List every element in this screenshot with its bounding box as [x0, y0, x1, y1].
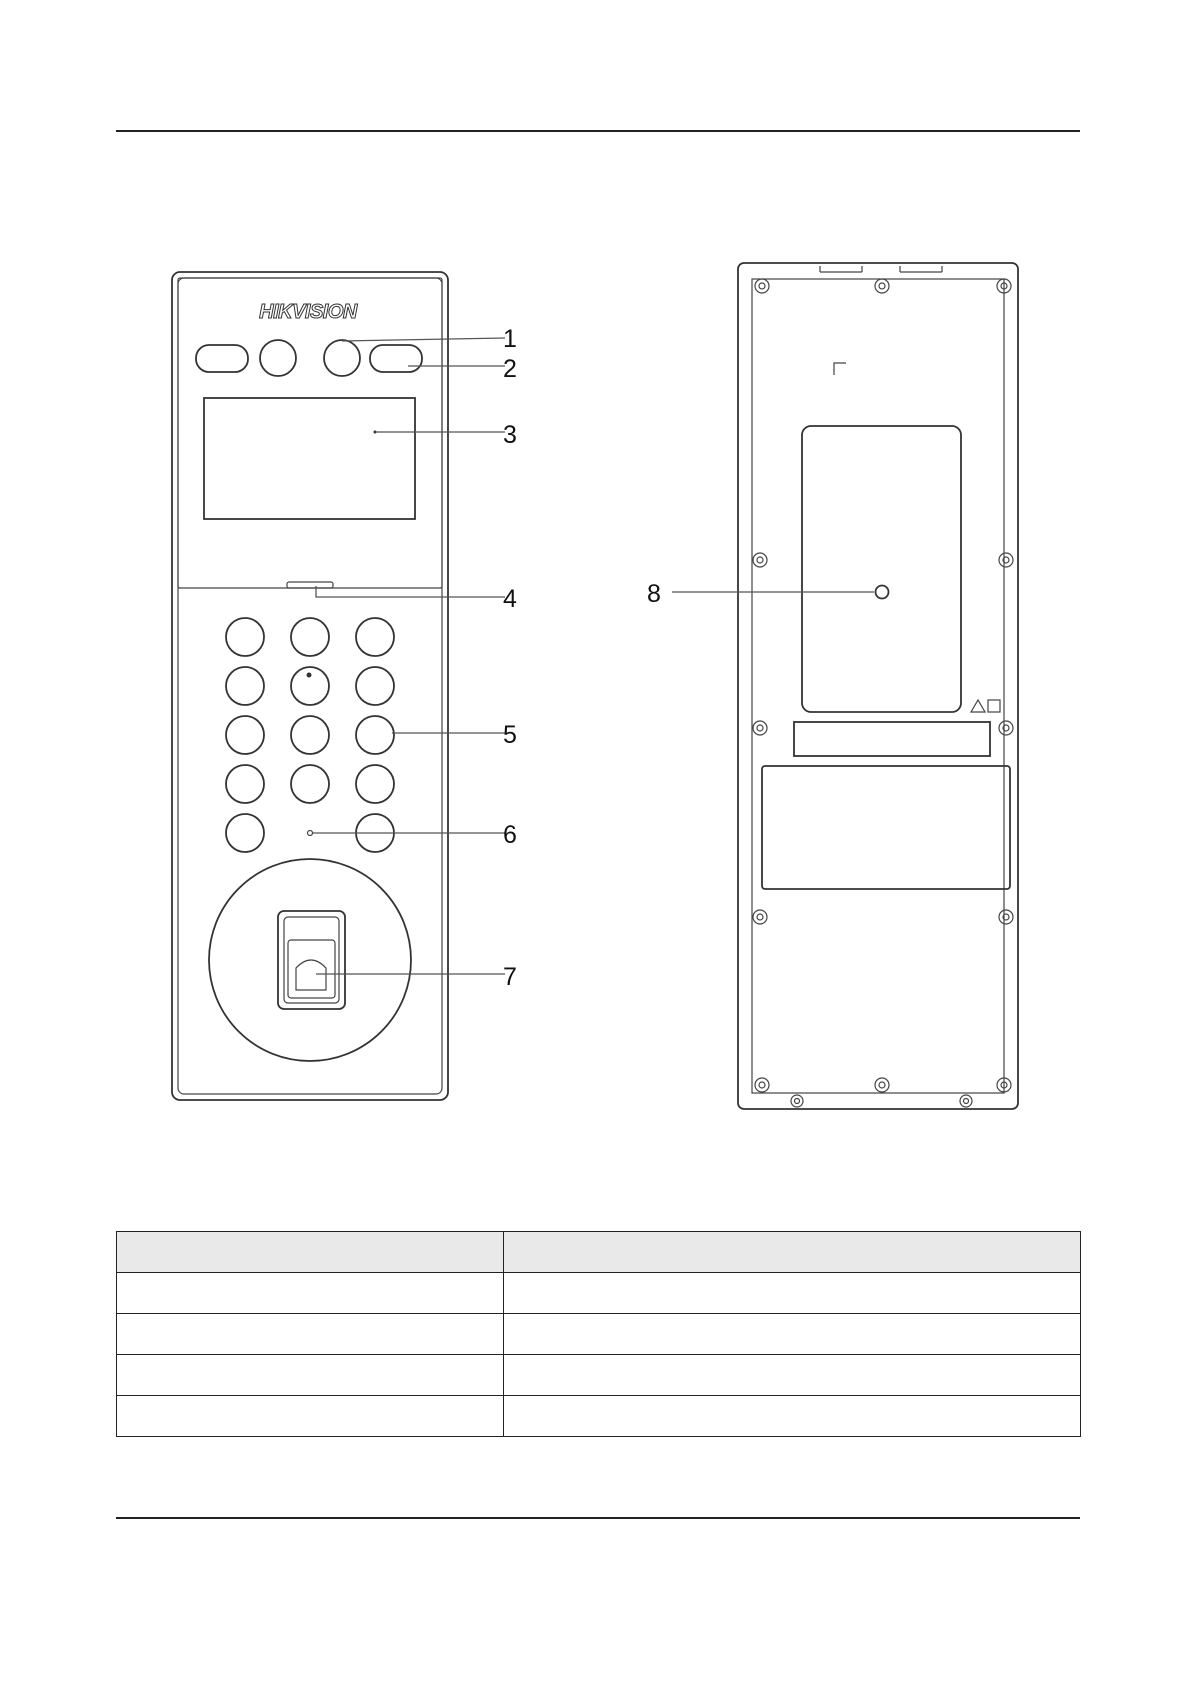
keypad	[226, 618, 394, 852]
camera-right	[324, 340, 360, 376]
rear-hole	[876, 586, 889, 599]
table-cell	[504, 1232, 1081, 1273]
mounting-screws	[753, 279, 1013, 1107]
callout-3: 3	[503, 421, 517, 449]
table-row	[117, 1355, 1081, 1396]
ir-light-left	[196, 345, 248, 372]
table-cell	[117, 1232, 504, 1273]
table-cell	[504, 1396, 1081, 1437]
table-header-row	[117, 1232, 1081, 1273]
callout-7: 7	[503, 963, 517, 991]
table-cell	[117, 1396, 504, 1437]
rear-view	[647, 263, 1018, 1109]
microphone	[308, 831, 313, 836]
table-cell	[117, 1273, 504, 1314]
front-view	[172, 272, 517, 1100]
description-table	[116, 1231, 1081, 1437]
callout-4: 4	[503, 585, 517, 613]
table-cell	[504, 1273, 1081, 1314]
camera-left	[260, 340, 296, 376]
footer-rule	[116, 1517, 1080, 1519]
table-row	[117, 1314, 1081, 1355]
table-row	[117, 1396, 1081, 1437]
callout-8: 8	[647, 580, 661, 608]
table-row	[117, 1273, 1081, 1314]
callout-2: 2	[503, 355, 517, 383]
ir-light-right	[370, 345, 422, 372]
table-cell	[504, 1314, 1081, 1355]
callout-6: 6	[503, 821, 517, 849]
brand-logo: HIKVISION	[259, 301, 357, 323]
callout-1: 1	[503, 325, 517, 353]
table-cell	[117, 1355, 504, 1396]
callout-5: 5	[503, 721, 517, 749]
table-cell	[117, 1314, 504, 1355]
table-cell	[504, 1355, 1081, 1396]
display-screen	[204, 398, 415, 519]
